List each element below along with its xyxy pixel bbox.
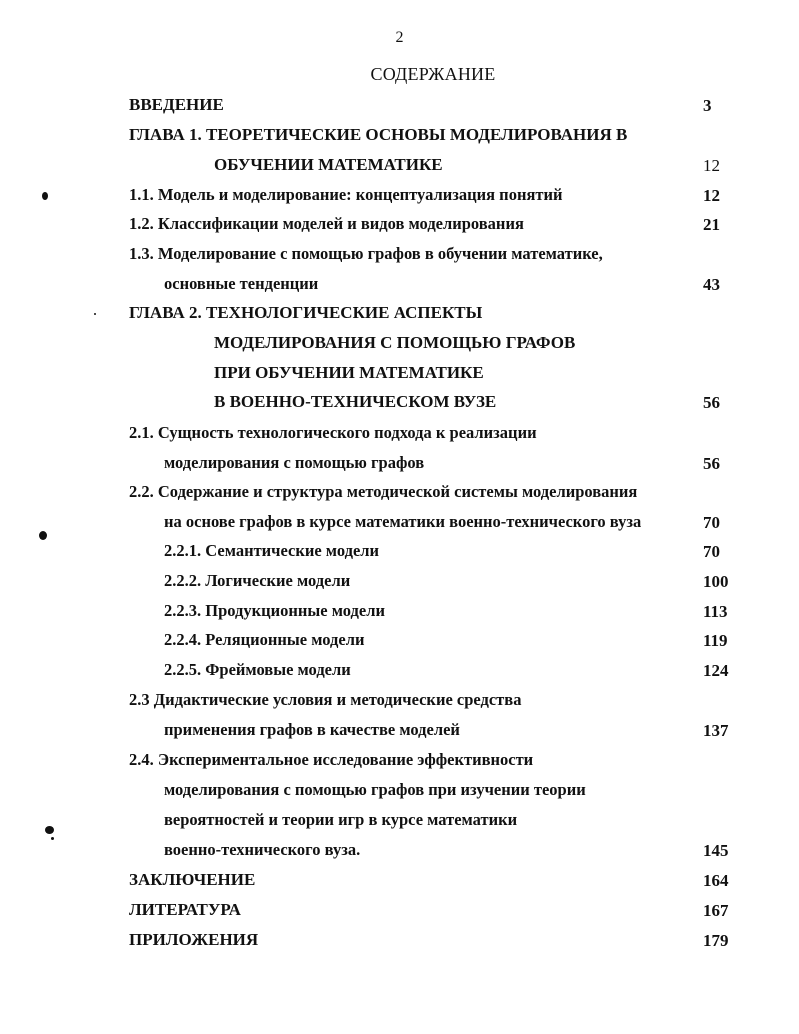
toc-entry-chapter-2-cont-2: ПРИ ОБУЧЕНИИ МАТЕМАТИКЕ — [214, 363, 484, 382]
toc-entry-2-3: 2.3 Дидактические условия и методические средства — [129, 690, 522, 709]
toc-entry-2-2-3: 2.2.3. Продукционные модели — [164, 601, 385, 620]
toc-entry-2-4-cont-1: моделирования с помощью графов при изучении теории — [164, 780, 586, 799]
toc-page-2-2-1: 70 — [703, 542, 720, 561]
toc-entry-2-4-cont-2: вероятностей и теории игр в курсе математики — [164, 810, 518, 829]
toc-entry-literature: ЛИТЕРАТУРА — [129, 900, 241, 919]
page-number: 2 — [395, 29, 404, 46]
toc-page-2-2-3: 113 — [703, 602, 728, 621]
toc-page-2-4: 145 — [703, 841, 729, 860]
toc-entry-1-2: 1.2. Классификации моделей и видов моделирования — [129, 214, 524, 233]
toc-page-1-1: 12 — [703, 186, 720, 205]
toc-entry-1-3-cont: основные тенденции — [164, 274, 319, 293]
toc-page-appendices: 179 — [703, 931, 729, 950]
toc-entry-appendices: ПРИЛОЖЕНИЯ — [129, 930, 259, 949]
toc-entry-1-1: 1.1. Модель и моделирование: концептуализация понятий — [129, 185, 563, 204]
toc-page-2-2-2: 100 — [703, 572, 729, 591]
toc-entry-2-4: 2.4. Экспериментальное исследование эффективности — [129, 750, 534, 769]
toc-page-2-2: 70 — [703, 513, 720, 532]
toc-entry-2-1-cont: моделирования с помощью графов — [164, 453, 425, 472]
toc-page-2-2-5: 124 — [703, 661, 729, 680]
scan-speck — [39, 531, 47, 540]
toc-entry-chapter-2: ГЛАВА 2. ТЕХНОЛОГИЧЕСКИЕ АСПЕКТЫ — [129, 303, 483, 322]
toc-entry-chapter-2-cont-3: В ВОЕННО-ТЕХНИЧЕСКОМ ВУЗЕ — [214, 392, 497, 411]
toc-page-chapter-2: 56 — [703, 393, 720, 412]
toc-entry-introduction: ВВЕДЕНИЕ — [129, 95, 224, 114]
toc-entry-2-2-1: 2.2.1. Семантические модели — [164, 541, 380, 560]
scan-speck — [51, 837, 54, 840]
toc-entry-2-4-cont-3: военно-технического вуза. — [164, 840, 361, 859]
toc-page-1-3: 43 — [703, 275, 720, 294]
scan-speck — [42, 192, 48, 200]
toc-entry-2-2: 2.2. Содержание и структура методической системы моделирования — [129, 482, 638, 501]
scan-speck — [94, 313, 96, 315]
toc-page-conclusion: 164 — [703, 871, 729, 890]
toc-entry-chapter-1: ГЛАВА 1. ТЕОРЕТИЧЕСКИЕ ОСНОВЫ МОДЕЛИРОВАНИЯ В — [129, 125, 628, 144]
toc-entry-2-2-5: 2.2.5. Фреймовые модели — [164, 660, 351, 679]
page-title: СОДЕРЖАНИЕ — [370, 64, 496, 84]
toc-entry-2-1: 2.1. Сущность технологического подхода к реализации — [129, 423, 537, 442]
toc-entry-2-2-4: 2.2.4. Реляционные модели — [164, 630, 365, 649]
toc-page-2-3: 137 — [703, 721, 729, 740]
toc-page-1-2: 21 — [703, 215, 720, 234]
toc-entry-chapter-2-cont-1: МОДЕЛИРОВАНИЯ С ПОМОЩЬЮ ГРАФОВ — [214, 333, 576, 352]
scan-speck — [45, 826, 54, 834]
toc-page-literature: 167 — [703, 901, 729, 920]
toc-page-2-2-4: 119 — [703, 631, 728, 650]
toc-page-introduction: 3 — [703, 96, 712, 115]
toc-entry-conclusion: ЗАКЛЮЧЕНИЕ — [129, 870, 256, 889]
toc-entry-2-3-cont: применения графов в качестве моделей — [164, 720, 460, 739]
toc-entry-2-2-2: 2.2.2. Логические модели — [164, 571, 351, 590]
toc-entry-2-2-cont: на основе графов в курсе математики военно-технического вуза — [164, 512, 642, 531]
toc-page-2-1: 56 — [703, 454, 720, 473]
toc-page-chapter-1: 12 — [703, 156, 720, 175]
toc-entry-1-3: 1.3. Моделирование с помощью графов в обучении математике, — [129, 244, 603, 263]
toc-entry-chapter-1-cont: ОБУЧЕНИИ МАТЕМАТИКЕ — [214, 155, 443, 174]
